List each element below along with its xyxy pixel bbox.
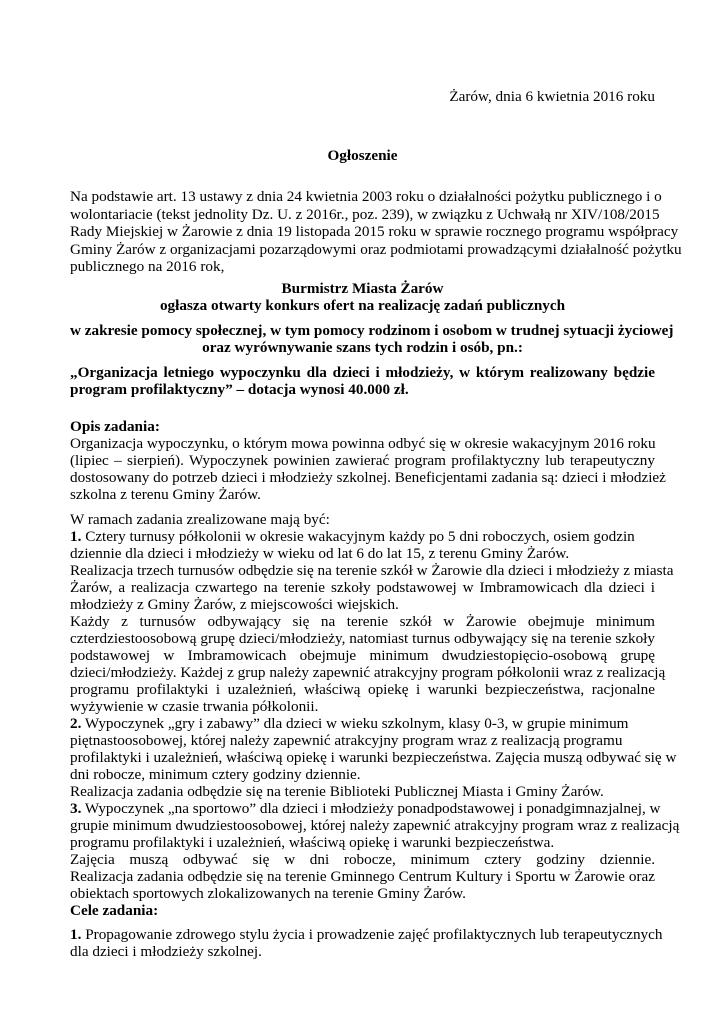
task-title-line: program profilaktyczny” – dotacja wynosi 40.000 zł. — [70, 381, 409, 398]
list-item-line: grupie minimum dwudziestoosobowej, której należy zapewnić atrakcyjny program wraz z realizacją — [70, 817, 680, 834]
list-item-line: wyżywienie w czasie trwania półkolonii. — [70, 698, 319, 715]
intro-line: wolontariacie (tekst jednolity Dz. U. z 2016r., poz. 239), w związku z Uchwałą nr XIV/108/2015 — [70, 205, 660, 223]
list-item-line: programu profilaktyki i uzależnień, właściwą opiekę i warunki bezpieczeństwa. — [70, 834, 555, 851]
intro-line: Na podstawie art. 13 ustawy z dnia 24 kwietnia 2003 roku o działalności pożytku publicznego i o — [70, 188, 662, 205]
list-item-line: Każdy z turnusów odbywający się na terenie szkół w Żarowie obejmuje minimum — [70, 613, 655, 630]
goal-item-line: dla dzieci i młodzieży szkolnej. — [70, 943, 262, 960]
announcer-title: Burmistrz Miasta Żarów — [281, 280, 444, 297]
intro-line: Rady Miejskiej w Żarowie z dnia 19 listopada 2015 roku w sprawie rocznego programu współpracy — [70, 223, 679, 240]
goal-item-number: 1. — [70, 926, 82, 943]
description-line: szkolna z terenu Gminy Żarów. — [70, 486, 261, 503]
scope-line: oraz wyrównywanie szans tych rodzin i osób, pn.: — [202, 339, 523, 356]
list-item-number: 1. — [70, 528, 82, 545]
description-line: Organizacja wypoczynku, o którym mowa powinna odbyć się w okresie wakacyjnym 2016 roku — [70, 435, 656, 452]
list-item-line: piętnastoosobowej, której należy zapewnić atrakcyjny program wraz z realizacją programu — [70, 732, 623, 749]
date-line: Żarów, dnia 6 kwietnia 2016 roku — [449, 88, 655, 105]
list-item-line: dziennie dla dzieci i młodzieży w wieku od lat 6 do lat 15, z terenu Gminy Żarów. — [70, 545, 570, 562]
list-item-line: profilaktyki i uzależnień, właściwą opiekę i warunki bezpieczeństwa. Zajęcia muszą odbywać się w — [70, 749, 677, 766]
list-item-line: Realizacja zadania odbędzie się na terenie Biblioteki Publicznej Miasta i Gminy Żarów. — [70, 783, 604, 800]
list-item-text: Cztery turnusy półkolonii w okresie wakacyjnym każdy po 5 dni roboczych, osiem godzin — [81, 528, 635, 545]
list-item-line: podstawowej w Imbramowicach obejmuje minimum dwudziestopięcio-osobową grupę — [70, 647, 655, 664]
intro-line: Gminy Żarów z organizacjami pozarządowymi oraz podmiotami prowadzącymi działalność pożytku — [70, 240, 682, 258]
list-item-line: dni robocze, minimum cztery godziny dziennie. — [70, 766, 361, 783]
list-item-line: Żarów, a realizacja czwartego na terenie szkoły podstawowej w Imbramowicach dla dzieci i — [70, 579, 655, 596]
announcement-subtitle: ogłasza otwarty konkurs ofert na realizację zadań publicznych — [159, 297, 566, 314]
intro-line: publicznego na 2016 rok, — [70, 258, 225, 275]
list-item-line: obiektach sportowych zlokalizowanych na terenie Gminy Żarów. — [70, 885, 466, 902]
list-item-1-first-line — [70, 528, 655, 545]
list-item-text: Wypoczynek „na sportowo” dla dzieci i młodzieży ponadpodstawowej i ponadgimnazjalnej, w — [81, 800, 661, 817]
list-item-text: Wypoczynek „gry i zabawy” dla dzieci w wieku szkolnym, klasy 0-3, w grupie minimum — [81, 715, 629, 732]
list-item-line: czterdziestoosobową grupę dzieci/młodzieży, natomiast turnus odbywający się na terenie szkoły — [70, 630, 655, 647]
goal-item-text: Propagowanie zdrowego stylu życia i prowadzenie zajęć profilaktycznych lub terapeutycznych — [81, 926, 663, 943]
list-item-line: programu profilaktyki i uzależnień, właściwą opiekę i warunki bezpieczeństwa, racjonalne — [70, 681, 655, 698]
list-item-line: Zajęcia muszą odbywać się w dni robocze, minimum cztery godziny dziennie. — [70, 851, 655, 868]
list-item-number: 2. — [70, 715, 82, 732]
task-title-line: „Organizacja letniego wypoczynku dla dzieci i młodzieży, w którym realizowany będzie — [70, 364, 655, 381]
goal-item-1-first-line — [70, 926, 663, 943]
goals-heading: Cele zadania: — [70, 902, 159, 919]
description-line: dostosowany do potrzeb dzieci i młodzieży szkolnej. Beneficjentami zadania są: dzieci i młodzież — [70, 469, 666, 486]
scope-line: w zakresie pomocy społecznej, w tym pomocy rodzinom i osobom w trudnej sytuacji życiowej — [70, 322, 674, 339]
description-line: (lipiec – sierpień). Wypoczynek powinien zawierać program profilaktyczny lub terapeutyczny — [70, 452, 655, 469]
list-item-line: Realizacja zadania odbędzie się na terenie Gminnego Centrum Kultury i Sportu w Żarowie oraz — [70, 868, 655, 885]
list-item-line: Realizacja trzech turnusów odbędzie się na terenie szkół w Żarowie dla dzieci i młodzieży z miasta — [70, 562, 674, 579]
list-item-3-first-line — [70, 800, 661, 817]
list-item-line: młodzieży z Gminy Żarów, z miejscowości wiejskich. — [70, 596, 399, 613]
scope-lead: W ramach zadania zrealizowane mają być: — [70, 511, 330, 528]
description-heading: Opis zadania: — [70, 418, 160, 435]
page-title: Ogłoszenie — [327, 147, 398, 164]
list-item-line: dzieci/młodzieży. Każdej z grup należy zapewnić atrakcyjny program półkolonii wraz z realizacją — [70, 664, 666, 681]
list-item-2-first-line — [70, 715, 655, 732]
list-item-number: 3. — [70, 800, 82, 817]
